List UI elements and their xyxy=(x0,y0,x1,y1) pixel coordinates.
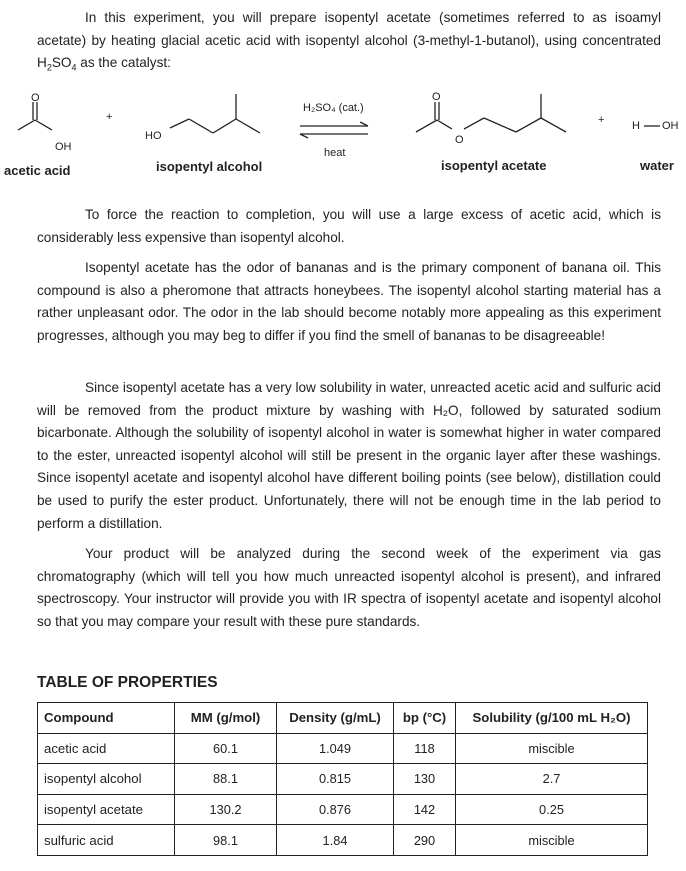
table-row xyxy=(38,764,648,795)
cell-boiling-point: 142 xyxy=(394,794,456,825)
water-h: H xyxy=(632,120,640,132)
cell-solubility: miscible xyxy=(456,825,648,856)
table-row xyxy=(38,825,648,856)
ester-bond-4 xyxy=(484,118,516,132)
cell-density: 1.84 xyxy=(277,825,394,856)
cell-molar-mass: 130.2 xyxy=(175,794,277,825)
cell-molar-mass: 98.1 xyxy=(175,825,277,856)
paragraph-washing: Since isopentyl acetate has a very low solubility in water, unreacted acetic acid and sulfuric acid will be removed from the product mixture by washing with H₂O, followed by saturated sodium bicarbonate. Although the solubility of isopentyl alcohol in water is somewhat higher in water compared to the ester, unreacted isopentyl alcohol will still be present in the organic layer after these washings. Since isopentyl acetate and isopentyl alcohol have different boiling points (see below), distillation could be used to purify the ester product. Unfortunately, there will not be enough time in the lab period to perform a distillation. xyxy=(37,380,661,531)
ester-bond-3 xyxy=(464,118,484,129)
cell-compound: isopentyl alcohol xyxy=(38,764,175,795)
reaction-scheme-drawing xyxy=(0,84,686,194)
alcohol-bond-4 xyxy=(236,119,260,133)
ester-bond-5 xyxy=(516,118,541,132)
paragraph-odor: Isopentyl acetate has the odor of bananas and is the primary component of banana oil. This compound is also a pheromone that attracts honeybees. The isopentyl alcohol starting material has a rather unpleasant odor. The odor in the lab should become notably more appealing as this experiment progresses, although you may beg to differ if you find the smell of bananas to be disagreeable! xyxy=(37,260,661,343)
plus-sign-1: + xyxy=(106,111,113,123)
alcohol-ho: HO xyxy=(145,130,162,142)
table-row xyxy=(38,794,648,825)
acetic-acid-label: acetic acid xyxy=(4,163,71,178)
plus-sign-2: + xyxy=(598,114,605,126)
paragraph-analysis: Your product will be analyzed during the second week of the experiment via gas chromatography (which will tell you how much unreacted isopentyl alcohol is present), and infrared spectroscopy. Your instructor will provide you with IR spectra of isopentyl acetate and isopentyl alcohol so that you may compare your result with these pure standards. xyxy=(37,546,661,629)
cell-density: 0.876 xyxy=(277,794,394,825)
paragraph-excess: To force the reaction to completion, you will use a large excess of acetic acid, which is considerably less expensive than isopentyl alcohol. xyxy=(37,207,661,245)
acetic-acid-bond-methyl xyxy=(18,120,35,130)
intro-paragraph: In this experiment, you will prepare isopentyl acetate (sometimes referred to as isoamyl acetate) by heating glacial acetic acid with isopentyl alcohol (3-methyl-1-butanol), using concentrated $H_2SO_4$ as the catalyst: xyxy=(37,10,661,73)
water-label: water xyxy=(640,158,674,173)
cell-boiling-point: 290 xyxy=(394,825,456,856)
alcohol-bond-1 xyxy=(170,119,189,128)
cell-compound: isopentyl acetate xyxy=(38,794,175,825)
catalyst-label: H₂SO₄ (cat.) xyxy=(303,102,364,114)
table-title: TABLE OF PROPERTIES xyxy=(37,674,218,691)
ester-bond-2 xyxy=(437,120,452,129)
cell-solubility: 0.25 xyxy=(456,794,648,825)
cell-compound: sulfuric acid xyxy=(38,825,175,856)
reaction-scheme xyxy=(0,84,686,194)
cell-molar-mass: 60.1 xyxy=(175,733,277,764)
acetic-acid-o: O xyxy=(31,92,40,104)
isopentyl-acetate-label: isopentyl acetate xyxy=(441,158,547,173)
header-density: Density (g/mL) xyxy=(277,703,394,734)
water-oh: OH xyxy=(662,120,679,132)
header-molar-mass: MM (g/mol) xyxy=(175,703,277,734)
ester-bond-6 xyxy=(541,118,566,132)
ester-o-carbonyl: O xyxy=(432,91,441,103)
ester-o-bridge: O xyxy=(455,134,464,146)
isopentyl-alcohol-label: isopentyl alcohol xyxy=(156,159,263,174)
alcohol-bond-3 xyxy=(213,119,236,133)
table-header-row xyxy=(38,703,648,734)
header-solubility: Solubility (g/100 mL H₂O) xyxy=(456,703,648,734)
properties-table xyxy=(37,702,648,856)
alcohol-bond-2 xyxy=(189,119,213,133)
ester-bond-1 xyxy=(416,120,437,132)
header-boiling-point: bp (°C) xyxy=(394,703,456,734)
header-compound: Compound xyxy=(38,703,175,734)
table-row xyxy=(38,733,648,764)
cell-density: 1.049 xyxy=(277,733,394,764)
acetic-acid-oh: OH xyxy=(55,141,72,153)
cell-density: 0.815 xyxy=(277,764,394,795)
cell-compound: acetic acid xyxy=(38,733,175,764)
cell-solubility: 2.7 xyxy=(456,764,648,795)
acetic-acid-bond-oh xyxy=(35,120,52,130)
cell-molar-mass: 88.1 xyxy=(175,764,277,795)
cell-boiling-point: 118 xyxy=(394,733,456,764)
cell-boiling-point: 130 xyxy=(394,764,456,795)
cell-solubility: miscible xyxy=(456,733,648,764)
condition-label: heat xyxy=(324,147,346,159)
